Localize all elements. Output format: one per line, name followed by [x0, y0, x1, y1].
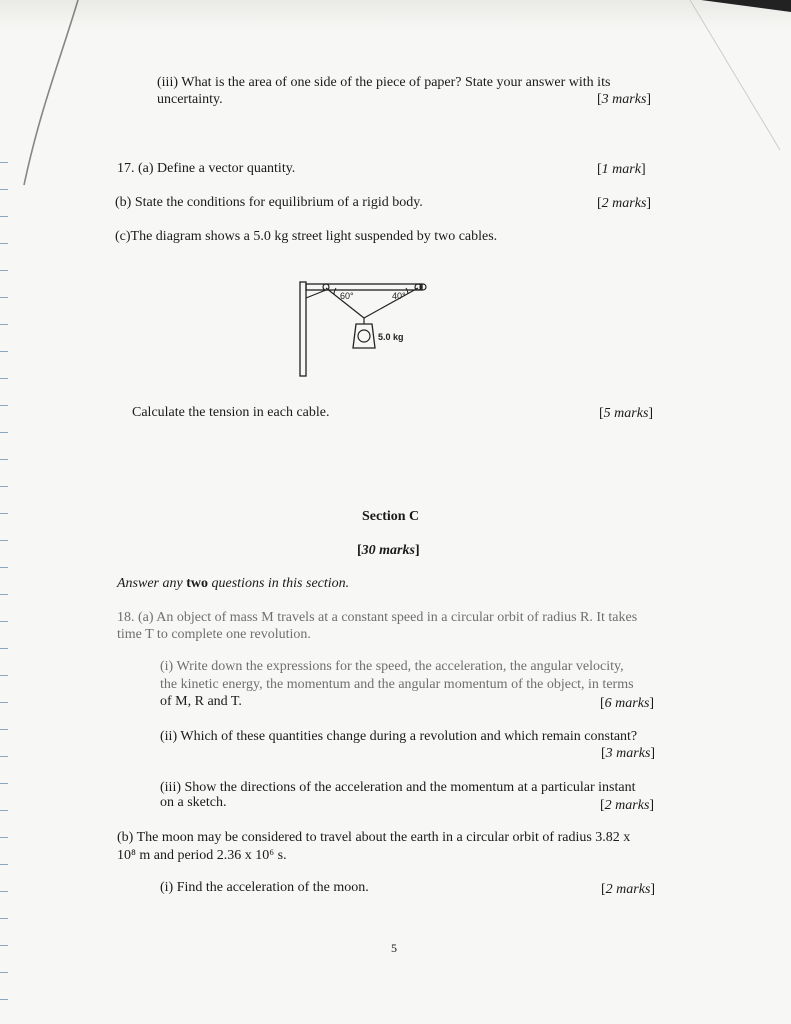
- q18-a-iii-line2: on a sketch.: [160, 795, 227, 810]
- street-light-diagram: [296, 278, 430, 380]
- q18-a-ii-marks: [3 marks]: [601, 746, 656, 761]
- q17-c-marks: [5 marks]: [599, 406, 654, 421]
- q17-c-question: Calculate the tension in each cable.: [132, 405, 330, 420]
- q18-b-i-marks: [2 marks]: [601, 882, 656, 897]
- q16-iii-line2: uncertainty.: [157, 92, 223, 107]
- q18-b-line2: 10⁸ m and period 2.36 x 10⁶ s.: [117, 848, 287, 863]
- q16-iii-marks: [3 marks]: [597, 92, 652, 107]
- section-marks: [30 marks]: [357, 543, 420, 558]
- q17-c-text: (c)The diagram shows a 5.0 kg street light suspended by two cables.: [115, 229, 498, 244]
- margin-ticks: [0, 140, 8, 1000]
- q17-b-marks: [2 marks]: [597, 196, 652, 211]
- q18-a-iii-line1: (iii) Show the directions of the acceleration and the momentum at a particular instant: [160, 780, 636, 795]
- q17-a-marks: [1 mark]: [597, 162, 646, 177]
- q18-a-ii-line1: (ii) Which of these quantities change during a revolution and which remain constant?: [160, 729, 638, 744]
- lamp-bulb: [358, 330, 370, 342]
- mass-label: 5.0 kg: [378, 332, 404, 342]
- page-top-shadow: [0, 0, 791, 30]
- q18-a-i-line3: of M, R and T.: [160, 694, 242, 709]
- pole: [300, 282, 306, 376]
- section-instruction: Answer any two questions in this section.: [117, 576, 350, 591]
- angle-right-label: 40°: [392, 291, 406, 301]
- q18-a-iii-marks: [2 marks]: [600, 798, 655, 813]
- q16-iii-line1: (iii) What is the area of one side of the piece of paper? State your answer with its: [157, 75, 611, 90]
- section-title: Section C: [362, 509, 420, 524]
- page-number: 5: [391, 941, 397, 955]
- brace: [306, 290, 326, 298]
- q17-b-text: (b) State the conditions for equilibrium of a rigid body.: [115, 195, 423, 210]
- right-cable: [364, 288, 418, 318]
- q18-a-i-line2: the kinetic energy, the momentum and the angular momentum of the object, in terms: [160, 677, 634, 692]
- lamp-body: [353, 324, 375, 348]
- q18-a-i-line1: (i) Write down the expressions for the speed, the acceleration, the angular velocity,: [160, 659, 624, 674]
- angle-left-label: 60°: [340, 291, 354, 301]
- q18-b-i-text: (i) Find the acceleration of the moon.: [160, 880, 369, 895]
- scan-corner: [701, 0, 791, 12]
- q18-b-line1: (b) The moon may be considered to travel about the earth in a circular orbit of radius 3.82 x: [117, 830, 631, 845]
- q17-a-text: 17. (a) Define a vector quantity.: [117, 161, 296, 176]
- q18-a-line1: 18. (a) An object of mass M travels at a constant speed in a circular orbit of radius R. It takes: [117, 610, 638, 625]
- q18-a-i-marks: [6 marks]: [600, 696, 655, 711]
- q18-a-line2: time T to complete one revolution.: [117, 627, 311, 642]
